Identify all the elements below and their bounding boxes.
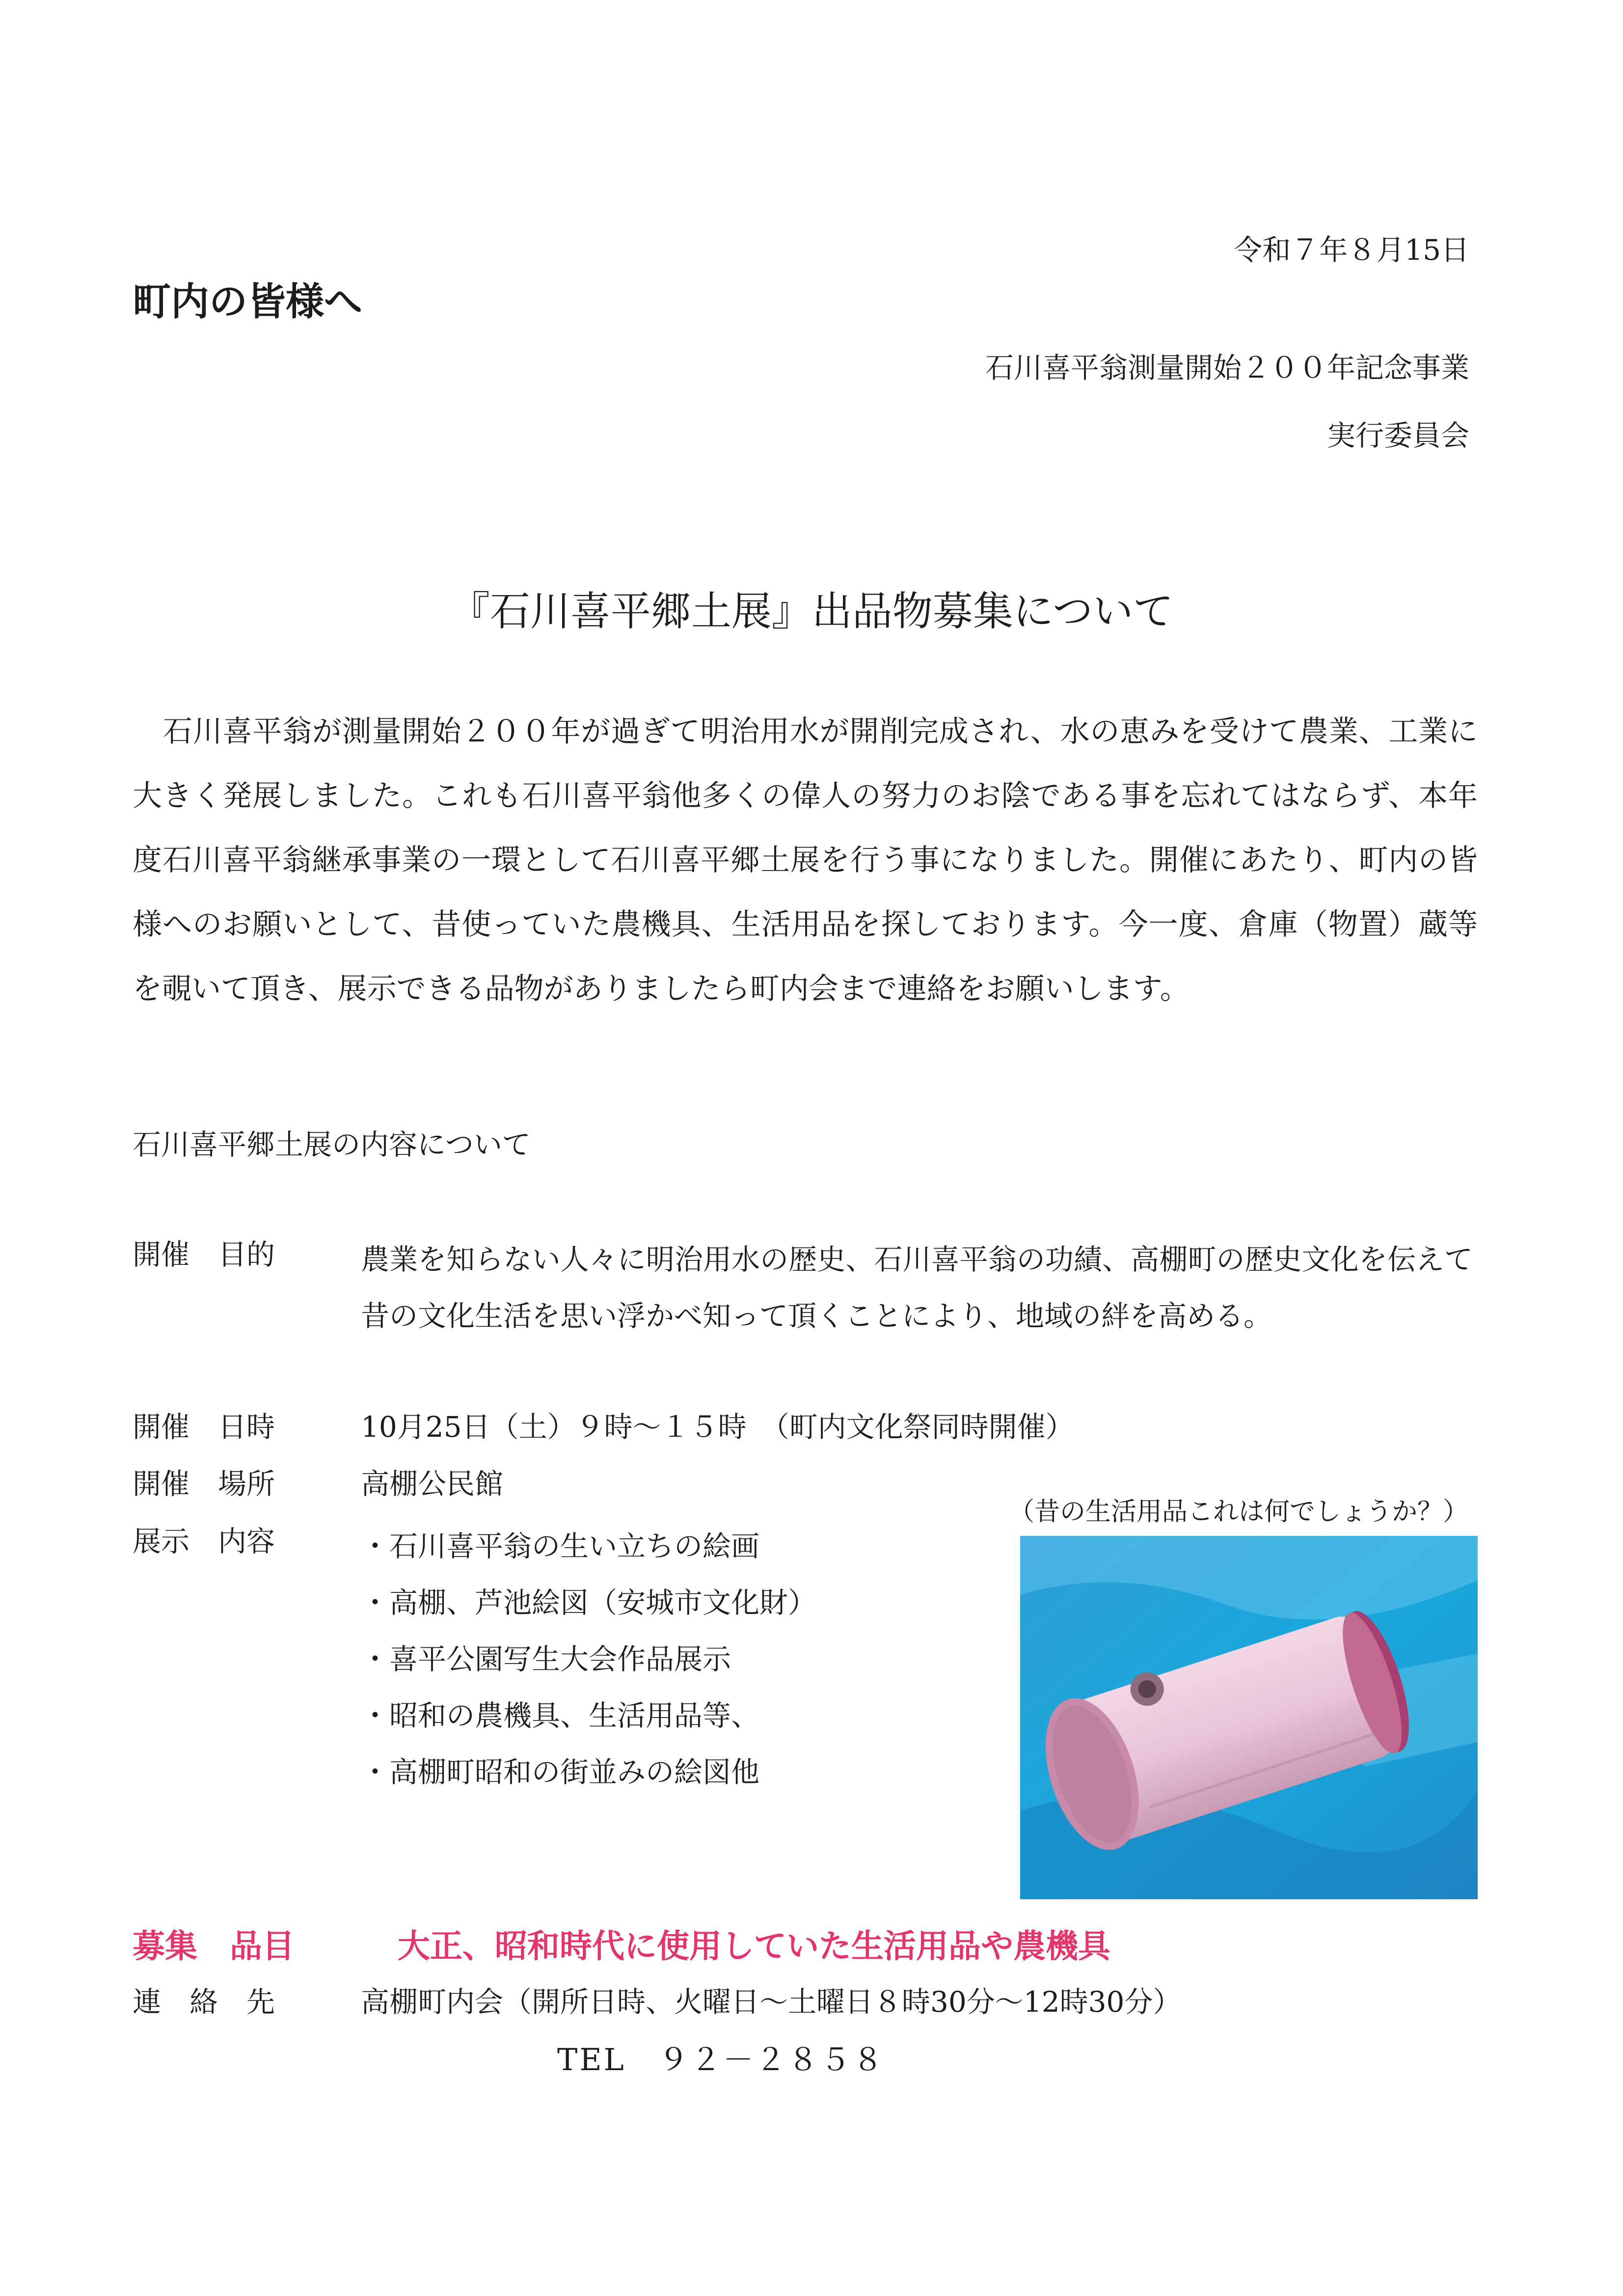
purpose-value: 農業を知らない人々に明治用水の歴史、石川喜平翁の功績、高棚町の歴史文化を伝えて昔の文化生活を思い浮かべ知って頂くことにより、地域の絆を高める。 xyxy=(361,1243,1473,1333)
venue-value: 高棚公民館 xyxy=(361,1467,504,1501)
exhibit-list xyxy=(361,1518,816,1801)
date: 令和７年８月15日 xyxy=(1234,233,1469,267)
photo-caption: （昔の生活用品これは何でしょうか？） xyxy=(1009,1497,1469,1527)
exhibit-item: ・石川喜平翁の生い立ちの絵画 xyxy=(361,1530,760,1563)
contact-label: 連 絡 先 xyxy=(133,1985,275,2019)
exhibit-item: ・高棚町昭和の街並みの絵図他 xyxy=(361,1755,760,1789)
recruit-label: 募集 品目 xyxy=(133,1927,295,1965)
section-heading: 石川喜平郷土展の内容について xyxy=(133,1128,531,1161)
photo-illustration xyxy=(1020,1536,1478,1899)
exhibit-label: 展示 内容 xyxy=(133,1525,275,1558)
greeting: 町内の皆様へ xyxy=(133,280,363,324)
contact-tel: TEL ９２－２８５８ xyxy=(557,2042,885,2077)
organizer-line-1: 石川喜平翁測量開始２００年記念事業 xyxy=(985,351,1469,384)
contact-value: 高棚町内会（開所日時、火曜日～土曜日８時30分～12時30分） xyxy=(361,1985,1182,2019)
exhibit-item: ・昭和の農機具、生活用品等、 xyxy=(361,1699,760,1732)
exhibit-item: ・喜平公園写生大会作品展示 xyxy=(361,1642,731,1676)
datetime-value: 10月25日（土）９時～１５時 （町内文化祭同時開催） xyxy=(361,1410,1074,1444)
recruit-value: 大正、昭和時代に使用していた生活用品や農機具 xyxy=(398,1927,1110,1965)
old-household-item-photo xyxy=(1020,1536,1478,1899)
purpose-label: 開催 目的 xyxy=(133,1238,275,1271)
venue-label: 開催 場所 xyxy=(133,1467,275,1501)
document-title: 『石川喜平郷土展』出品物募集について xyxy=(449,588,1174,635)
body-paragraph: 石川喜平翁が測量開始２００年が過ぎて明治用水が開削完成され、水の恵みを受けて農業、工業に大きく発展しました。これも石川喜平翁他多くの偉人の努力のお陰である事を忘れてはならず、本年度石川喜平翁継承事業の一環として石川喜平郷土展を行う事になりました。開催にあたり、町内の皆様へのお願いとして、昔使っていた農機具、生活用品を探しております。今一度、倉庫（物置）蔵等を覗いて頂き、展示できる品物がありましたら町内会まで連絡をお願いします。 xyxy=(133,714,1478,1006)
exhibit-item: ・高棚、芦池絵図（安城市文化財） xyxy=(361,1586,817,1619)
datetime-label: 開催 日時 xyxy=(133,1410,275,1444)
organizer-line-2: 実行委員会 xyxy=(1326,419,1469,452)
